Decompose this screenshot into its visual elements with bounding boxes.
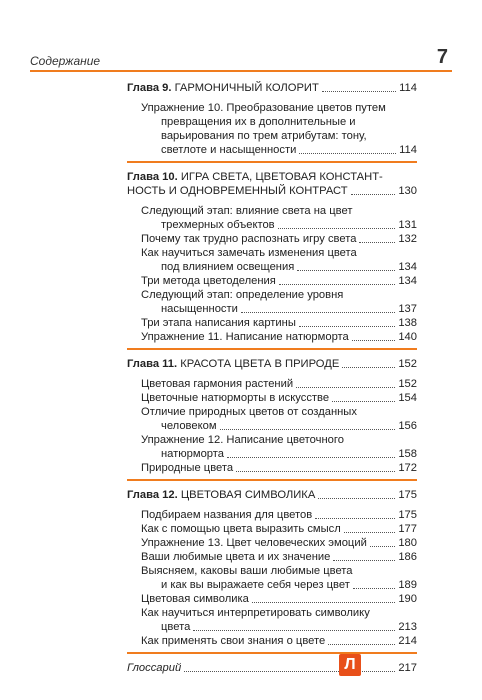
toc-entry[interactable] <box>127 592 417 606</box>
toc-entry[interactable] <box>127 232 417 246</box>
leader-dots <box>236 471 395 472</box>
entry-line: Выясняем, каковы ваши любимые цвета <box>141 565 353 577</box>
entry-line: Следующий этап: влияние света на цвет <box>141 205 353 217</box>
entry-text: под влиянием освещения <box>161 261 295 273</box>
entry-text: Ваши любимые цвета и их значение <box>141 551 331 563</box>
entry-text: Упражнение 13. Цвет человеческих эмоций <box>141 537 367 549</box>
chapter-section <box>127 481 417 654</box>
chapter-label: Глава 10. <box>127 171 181 183</box>
entry-text: цвета <box>161 621 191 633</box>
entry-text: Глава 11. КРАСОТА ЦВЕТА В ПРИРОДЕ <box>127 358 340 370</box>
page-header <box>30 44 452 72</box>
entry-line <box>141 522 417 536</box>
entry-line <box>141 274 417 288</box>
entry-text: светлоте и насыщенности <box>161 144 297 156</box>
leader-dots <box>227 457 395 458</box>
entry-line <box>127 488 417 502</box>
entry-text: Как с помощью цвета выразить смысл <box>141 523 341 535</box>
entry-text: натюрморта <box>161 448 225 460</box>
leader-dots <box>353 588 395 589</box>
chapter-entry[interactable] <box>127 357 417 371</box>
leader-dots <box>322 91 396 92</box>
entry-text: НОСТЬ И ОДНОВРЕМЕННЫЙ КОНТРАСТ <box>127 185 348 197</box>
entry-page: 214 <box>398 635 417 647</box>
chapter-section <box>127 350 417 481</box>
toc-entry[interactable] <box>127 522 417 536</box>
toc-entry[interactable] <box>127 508 417 522</box>
entry-page: 175 <box>398 489 417 501</box>
entry-text: Природные цвета <box>141 462 234 474</box>
entry-line: Как научиться замечать изменения цвета <box>141 247 357 259</box>
toc-entry[interactable] <box>127 405 417 433</box>
entry-text: и как вы выражаете себя через цвет <box>161 579 350 591</box>
entry-page: 131 <box>398 219 417 231</box>
entry-text: Почему так трудно распознать игру света <box>141 233 357 245</box>
leader-dots <box>370 546 396 547</box>
entry-page: 213 <box>398 621 417 633</box>
entry-page: 134 <box>398 275 417 287</box>
entry-line <box>141 536 417 550</box>
entry-line: Упражнение 12. Написание цветочного <box>141 434 344 446</box>
glossary-page: 217 <box>398 662 417 674</box>
entry-page: 154 <box>398 392 417 404</box>
chapter-section <box>127 74 417 163</box>
entry-line: превращения их в дополнительные и <box>161 116 356 128</box>
leader-dots <box>352 340 396 341</box>
leader-dots <box>342 367 395 368</box>
leader-dots <box>328 644 395 645</box>
entry-page: 114 <box>399 82 417 94</box>
entry-line <box>141 260 417 274</box>
entry-page: 180 <box>398 537 417 549</box>
chapter-section <box>127 163 417 350</box>
leader-dots <box>184 671 395 672</box>
leader-dots <box>220 429 396 430</box>
leader-dots <box>332 401 395 402</box>
entry-text: Упражнение 11. Написание натюрморта <box>141 331 349 343</box>
glossary-entry[interactable] <box>127 661 417 675</box>
entry-page: 158 <box>398 448 417 460</box>
leader-dots <box>279 284 396 285</box>
entry-line <box>141 391 417 405</box>
toc-entry[interactable] <box>127 606 417 634</box>
entry-text: человеком <box>161 420 217 432</box>
entry-line <box>141 302 417 316</box>
entry-line <box>141 461 417 475</box>
entry-page: 156 <box>398 420 417 432</box>
entry-text: Глава 9. ГАРМОНИЧНЫЙ КОЛОРИТ <box>127 82 319 94</box>
entry-line <box>141 508 417 522</box>
running-head: Содержание <box>30 54 101 68</box>
entry-line: Следующий этап: определение уровня <box>141 289 344 301</box>
glossary-section <box>127 654 417 685</box>
leader-dots <box>241 312 395 313</box>
entry-text: Три этапа написания картины <box>141 317 296 329</box>
chapter-entry[interactable] <box>127 81 417 95</box>
entry-line <box>141 620 417 634</box>
entry-line: Упражнение 10. Преобразование цветов путем <box>141 102 386 114</box>
table-of-contents <box>127 74 417 685</box>
entry-text: Как применять свои знания о цвете <box>141 635 326 647</box>
entry-page: 138 <box>398 317 417 329</box>
toc-entry[interactable] <box>127 391 417 405</box>
entry-page: 152 <box>398 378 417 390</box>
entry-text: Цветовая символика <box>141 593 249 605</box>
page-number: 7 <box>436 46 448 68</box>
leader-dots <box>318 498 395 499</box>
chapter-label: Глава 11. <box>127 358 181 370</box>
toc-entry[interactable] <box>127 536 417 550</box>
toc-entry[interactable] <box>127 433 417 461</box>
entry-line <box>127 81 417 95</box>
entry-line <box>141 419 417 433</box>
toc-entry[interactable] <box>127 634 417 648</box>
entry-line <box>141 634 417 648</box>
entry-page: 137 <box>398 303 417 315</box>
toc-entry[interactable] <box>127 550 417 564</box>
toc-entry[interactable] <box>127 288 417 316</box>
leader-dots <box>193 630 395 631</box>
entry-line <box>141 447 417 461</box>
entry-line: варьирования по трем атрибутам: тону, <box>161 130 367 142</box>
entry-page: 134 <box>398 261 417 273</box>
entry-text: Три метода цветоделения <box>141 275 276 287</box>
toc-entry[interactable] <box>127 246 417 274</box>
leader-dots <box>315 518 395 519</box>
entry-text: трехмерных объектов <box>161 219 275 231</box>
entry-line <box>141 316 417 330</box>
leader-dots <box>299 153 396 154</box>
toc-entry[interactable] <box>127 564 417 592</box>
leader-dots <box>299 326 395 327</box>
entry-page: 172 <box>398 462 417 474</box>
entry-text: Цветовая гармония растений <box>141 378 294 390</box>
entry-page: 152 <box>398 358 417 370</box>
entry-line: Отличие природных цветов от созданных <box>141 406 357 418</box>
entry-page: 190 <box>398 593 417 605</box>
toc-entry[interactable] <box>127 330 417 344</box>
leader-dots <box>296 387 395 388</box>
leader-dots <box>351 194 396 195</box>
entry-line <box>141 578 417 592</box>
leader-dots <box>252 602 395 603</box>
entry-line: Глава 10. ИГРА СВЕТА, ЦВЕТОВАЯ КОНСТАНТ- <box>127 171 383 183</box>
entry-line: Как научиться интерпретировать символику <box>141 607 370 619</box>
toc-entry[interactable] <box>127 274 417 288</box>
entry-page: 130 <box>398 185 417 197</box>
entry-line <box>141 143 417 157</box>
entry-text: Подбираем названия для цветов <box>141 509 313 521</box>
entry-line <box>141 550 417 564</box>
entry-text: насыщенности <box>161 303 238 315</box>
entry-page: 177 <box>398 523 417 535</box>
entry-line <box>127 184 417 198</box>
glossary-label: Глоссарий <box>127 662 182 674</box>
chapter-label: Глава 9. <box>127 82 175 94</box>
entry-line <box>141 330 417 344</box>
entry-text: Цветочные натюрморты в искусстве <box>141 392 330 404</box>
entry-line <box>141 218 417 232</box>
leader-dots <box>333 560 395 561</box>
publisher-logo-icon: Л <box>339 654 361 676</box>
entry-line <box>141 377 417 391</box>
entry-page: 189 <box>398 579 417 591</box>
chapter-entry[interactable] <box>127 170 417 198</box>
chapter-entry[interactable] <box>127 488 417 502</box>
toc-entry[interactable] <box>127 101 417 157</box>
entry-line <box>127 357 417 371</box>
entry-page: 132 <box>398 233 417 245</box>
toc-entry[interactable] <box>127 204 417 232</box>
leader-dots <box>297 270 395 271</box>
toc-entry[interactable] <box>127 377 417 391</box>
toc-entry[interactable] <box>127 461 417 475</box>
entry-line <box>141 592 417 606</box>
leader-dots <box>278 228 396 229</box>
leader-dots <box>344 532 396 533</box>
entry-text: Глава 12. ЦВЕТОВАЯ СИМВОЛИКА <box>127 489 316 501</box>
entry-page: 114 <box>399 144 417 156</box>
entry-page: 140 <box>398 331 417 343</box>
chapter-label: Глава 12. <box>127 489 181 501</box>
entry-line <box>141 232 417 246</box>
entry-page: 186 <box>398 551 417 563</box>
toc-entry[interactable] <box>127 316 417 330</box>
entry-page: 175 <box>398 509 417 521</box>
leader-dots <box>359 242 395 243</box>
